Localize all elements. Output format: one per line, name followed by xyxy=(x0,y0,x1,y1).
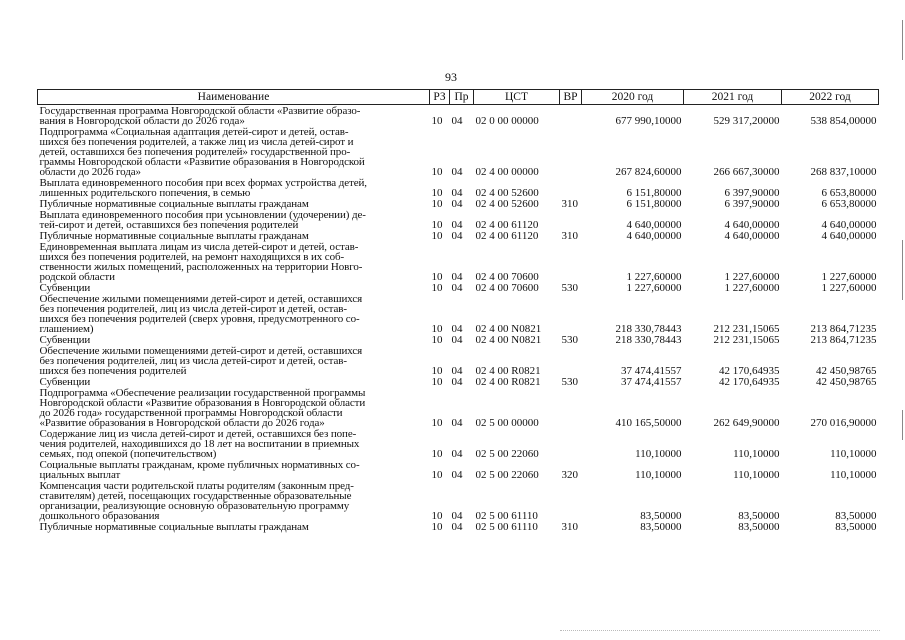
row-cst: 02 4 00 R0821 xyxy=(475,365,541,377)
row-name xyxy=(38,345,430,376)
row-name-line: шихся без попечения родителей (сверх уровня, предусмотренного со- xyxy=(39,313,360,325)
row-value-2021: 529 317,20000 xyxy=(713,115,780,127)
row-vr: 530 xyxy=(561,376,578,388)
row-name xyxy=(38,521,430,532)
row-value-2020: 37 474,41557 xyxy=(621,365,682,377)
row-pr: 04 xyxy=(451,166,463,178)
row-value-2022: 6 653,80000 xyxy=(821,198,877,210)
row-rz: 10 xyxy=(431,376,443,388)
row-value-2022: 268 837,10000 xyxy=(810,166,877,178)
row-value-2020: 1 227,60000 xyxy=(626,271,682,283)
row-vr xyxy=(560,387,582,428)
row-name-line: организации, реализующие основную образовательную программу xyxy=(39,500,350,512)
row-value-2020: 6 151,80000 xyxy=(626,198,682,210)
row-value-2020: 37 474,41557 xyxy=(621,376,682,388)
row-name-line: Единовременная выплата лицам из числа детей-сирот и детей, остав- xyxy=(39,241,359,253)
row-vr xyxy=(560,345,582,376)
row-name-line: до 2026 года» государственной программы Новгородской области xyxy=(39,407,343,419)
row-name xyxy=(38,177,430,198)
row-name-line: лишенных родительского попечения, в семью xyxy=(39,187,251,199)
header-rz: РЗ xyxy=(430,90,450,105)
row-name-line: ставителям) детей, посещающих государственные образовательные xyxy=(39,490,352,502)
row-rz: 10 xyxy=(431,365,443,377)
row-rz: 10 xyxy=(431,115,443,127)
row-value-2021: 4 640,00000 xyxy=(724,219,780,231)
row-value-2020: 677 990,10000 xyxy=(615,115,682,127)
row-value-2022: 213 864,71235 xyxy=(810,323,877,335)
row-name-line: Социальные выплаты гражданам, кроме публичных нормативных со- xyxy=(39,459,360,471)
row-name-line: Публичные нормативные социальные выплаты гражданам xyxy=(39,521,309,533)
row-cst: 02 5 00 61110 xyxy=(475,510,538,522)
row-rz: 10 xyxy=(431,166,443,178)
row-value-2022: 6 653,80000 xyxy=(821,187,877,199)
row-value-2020: 110,10000 xyxy=(635,469,682,481)
row-value-2022: 4 640,00000 xyxy=(821,219,877,231)
table-body xyxy=(38,105,879,533)
row-rz: 10 xyxy=(431,448,443,460)
row-value-2021: 4 640,00000 xyxy=(724,230,780,242)
row-pr: 04 xyxy=(451,230,463,242)
row-vr: 310 xyxy=(561,521,578,533)
row-name xyxy=(38,387,430,428)
row-value-2021: 110,10000 xyxy=(733,448,780,460)
row-value-2020: 218 330,78443 xyxy=(615,334,682,346)
row-value-2022: 42 450,98765 xyxy=(816,376,877,388)
row-vr xyxy=(560,428,582,459)
row-name xyxy=(38,480,430,521)
header-vr: ВР xyxy=(560,90,582,105)
row-value-2020: 4 640,00000 xyxy=(626,219,682,231)
row-name xyxy=(38,198,430,209)
row-cst: 02 4 00 52600 xyxy=(475,187,539,199)
row-name xyxy=(38,209,430,230)
row-name-line: шихся без попечения родителей xyxy=(39,365,187,377)
header-pr: Пр xyxy=(450,90,474,105)
row-vr xyxy=(560,177,582,198)
table-row xyxy=(38,282,879,293)
row-value-2022: 83,50000 xyxy=(835,510,877,522)
row-vr xyxy=(560,209,582,230)
row-pr: 04 xyxy=(451,115,463,127)
row-value-2020: 267 824,60000 xyxy=(615,166,682,178)
row-name xyxy=(38,334,430,345)
row-cst: 02 5 00 61110 xyxy=(475,521,538,533)
row-vr xyxy=(560,293,582,334)
table-row xyxy=(38,459,879,480)
row-name xyxy=(38,241,430,282)
row-cst: 02 4 00 00000 xyxy=(475,166,539,178)
row-pr: 04 xyxy=(451,417,463,429)
row-name-line: детей, оставшихся без попечения родителей» государственной про- xyxy=(39,146,351,158)
row-vr: 310 xyxy=(561,230,578,242)
row-name-line: Подпрограмма «Обеспечение реализации государственной программы xyxy=(39,387,366,399)
row-value-2021: 1 227,60000 xyxy=(724,271,780,283)
table-row xyxy=(38,230,879,241)
row-pr: 04 xyxy=(451,187,463,199)
row-name xyxy=(38,282,430,293)
row-value-2021: 6 397,90000 xyxy=(724,198,780,210)
row-vr xyxy=(560,241,582,282)
row-name-line: шихся без попечения родителей, на ремонт находящихся в их соб- xyxy=(39,251,345,263)
row-value-2022: 538 854,00000 xyxy=(810,115,877,127)
row-value-2022: 42 450,98765 xyxy=(816,365,877,377)
row-name-line: Содержание лиц из числа детей-сирот и детей, оставшихся без попе- xyxy=(39,428,357,440)
row-pr: 04 xyxy=(451,334,463,346)
row-name-line: Подпрограмма «Социальная адаптация детей-сирот и детей, остав- xyxy=(39,126,349,138)
row-rz: 10 xyxy=(431,417,443,429)
row-value-2021: 212 231,15065 xyxy=(713,323,780,335)
row-name-line: Субвенции xyxy=(39,334,91,346)
row-pr: 04 xyxy=(451,469,463,481)
row-name-line: глашением) xyxy=(39,323,94,335)
table-row xyxy=(38,105,879,127)
table-row xyxy=(38,428,879,459)
row-value-2021: 42 170,64935 xyxy=(719,365,780,377)
row-name xyxy=(38,126,430,177)
row-name-line: без попечения родителей, лиц из числа детей-сирот и детей, остав- xyxy=(39,303,347,315)
row-value-2020: 218 330,78443 xyxy=(615,323,682,335)
row-value-2022: 110,10000 xyxy=(830,448,877,460)
row-rz: 10 xyxy=(431,198,443,210)
row-vr: 310 xyxy=(561,198,578,210)
row-rz: 10 xyxy=(431,282,443,294)
table-row xyxy=(38,334,879,345)
row-value-2022: 4 640,00000 xyxy=(821,230,877,242)
row-rz: 10 xyxy=(431,187,443,199)
scan-edge-artifact xyxy=(899,0,905,640)
row-name-line: Новгородской области «Развитие образования в Новгородской области xyxy=(39,397,366,409)
row-name-line: родской области xyxy=(39,271,115,283)
row-vr xyxy=(560,126,582,177)
row-value-2020: 6 151,80000 xyxy=(626,187,682,199)
budget-table xyxy=(37,89,879,532)
table-row xyxy=(38,177,879,198)
row-value-2021: 262 649,90000 xyxy=(713,417,780,429)
row-pr: 04 xyxy=(451,448,463,460)
table-row xyxy=(38,241,879,282)
header-name: Наименование xyxy=(38,90,430,105)
row-name-line: семьях, под опекой (попечительством) xyxy=(39,448,217,460)
row-value-2021: 42 170,64935 xyxy=(719,376,780,388)
header-2020: 2020 год xyxy=(582,90,684,105)
row-value-2022: 110,10000 xyxy=(830,469,877,481)
row-pr: 04 xyxy=(451,376,463,388)
row-name-line: Компенсация части родительской платы родителям (законным пред- xyxy=(39,480,354,492)
row-name-line: без попечения родителей, лиц из числа детей-сирот и детей, остав- xyxy=(39,355,347,367)
row-value-2021: 83,50000 xyxy=(738,521,780,533)
table-row xyxy=(38,376,879,387)
row-name-line: тей-сирот и детей, оставшихся без попечения родителей xyxy=(39,219,299,231)
row-cst: 02 4 00 N0821 xyxy=(475,323,542,335)
row-rz: 10 xyxy=(431,271,443,283)
row-value-2021: 6 397,90000 xyxy=(724,187,780,199)
row-vr xyxy=(560,480,582,521)
row-value-2020: 83,50000 xyxy=(640,521,682,533)
row-cst: 02 4 00 52600 xyxy=(475,198,539,210)
row-pr: 04 xyxy=(451,198,463,210)
row-cst: 02 4 00 N0821 xyxy=(475,334,542,346)
row-name-line: циальных выплат xyxy=(39,469,121,481)
row-name-line: чения родителей, находившихся до 18 лет на воспитании в приемных xyxy=(39,438,360,450)
row-cst: 02 0 00 00000 xyxy=(475,115,539,127)
row-vr: 320 xyxy=(561,469,578,481)
row-value-2020: 83,50000 xyxy=(640,510,682,522)
row-name-line: вания в Новгородской области до 2026 года» xyxy=(39,115,245,127)
row-cst: 02 4 00 R0821 xyxy=(475,376,541,388)
row-name-line: Обеспечение жилыми помещениями детей-сирот и детей, оставшихся xyxy=(39,345,363,357)
header-2021: 2021 год xyxy=(684,90,782,105)
table-row xyxy=(38,126,879,177)
header-cst: ЦСТ xyxy=(474,90,560,105)
row-value-2020: 1 227,60000 xyxy=(626,282,682,294)
row-cst: 02 4 00 61120 xyxy=(475,219,539,231)
row-value-2020: 4 640,00000 xyxy=(626,230,682,242)
row-value-2021: 212 231,15065 xyxy=(713,334,780,346)
row-name-line: Выплата единовременного пособия при усыновлении (удочерении) де- xyxy=(39,209,366,221)
page-number: 93 xyxy=(445,70,457,84)
row-value-2021: 83,50000 xyxy=(738,510,780,522)
row-name-line: Субвенции xyxy=(39,376,91,388)
row-name xyxy=(38,293,430,334)
row-name xyxy=(38,428,430,459)
row-pr: 04 xyxy=(451,219,463,231)
row-name xyxy=(38,459,430,480)
row-value-2021: 1 227,60000 xyxy=(724,282,780,294)
row-cst: 02 4 00 70600 xyxy=(475,271,539,283)
row-value-2020: 110,10000 xyxy=(635,448,682,460)
row-name xyxy=(38,105,430,127)
row-rz: 10 xyxy=(431,521,443,533)
row-value-2022: 1 227,60000 xyxy=(821,271,877,283)
row-value-2022: 1 227,60000 xyxy=(821,282,877,294)
row-pr: 04 xyxy=(451,323,463,335)
row-value-2022: 270 016,90000 xyxy=(810,417,877,429)
row-rz: 10 xyxy=(431,230,443,242)
table-row xyxy=(38,198,879,209)
table-row xyxy=(38,209,879,230)
row-rz: 10 xyxy=(431,219,443,231)
scan-bottom-artifact xyxy=(560,630,880,635)
table-row xyxy=(38,293,879,334)
row-rz: 10 xyxy=(431,323,443,335)
row-name xyxy=(38,376,430,387)
row-vr: 530 xyxy=(561,282,578,294)
row-name-line: граммы Новгородской области «Развитие образования в Новгородской xyxy=(39,156,365,168)
row-value-2022: 83,50000 xyxy=(835,521,877,533)
row-rz: 10 xyxy=(431,510,443,522)
row-rz: 10 xyxy=(431,469,443,481)
row-pr: 04 xyxy=(451,521,463,533)
row-vr: 530 xyxy=(561,334,578,346)
table-row xyxy=(38,387,879,428)
row-pr: 04 xyxy=(451,365,463,377)
row-name-line: шихся без попечения родителей, а также лиц из числа детей-сирот и xyxy=(39,136,354,148)
row-cst: 02 4 00 61120 xyxy=(475,230,539,242)
row-name-line: Публичные нормативные социальные выплаты гражданам xyxy=(39,230,309,242)
row-name-line: Государственная программа Новгородской области «Развитие образо- xyxy=(39,105,361,117)
table-row xyxy=(38,480,879,521)
row-cst: 02 5 00 22060 xyxy=(475,448,539,460)
table-header-row xyxy=(38,90,879,105)
row-cst: 02 5 00 22060 xyxy=(475,469,539,481)
row-name-line: ственности жилых помещений, расположенных на территории Новго- xyxy=(39,261,363,273)
row-value-2021: 110,10000 xyxy=(733,469,780,481)
header-2022: 2022 год xyxy=(782,90,879,105)
row-vr xyxy=(560,105,582,127)
row-name-line: Обеспечение жилыми помещениями детей-сирот и детей, оставшихся xyxy=(39,293,363,305)
table-row xyxy=(38,345,879,376)
row-name-line: области до 2026 года» xyxy=(39,166,141,178)
row-value-2021: 266 667,30000 xyxy=(713,166,780,178)
row-pr: 04 xyxy=(451,282,463,294)
row-pr: 04 xyxy=(451,510,463,522)
row-name-line: Субвенции xyxy=(39,282,91,294)
table-row xyxy=(38,521,879,532)
row-value-2020: 410 165,50000 xyxy=(615,417,682,429)
row-name-line: Публичные нормативные социальные выплаты гражданам xyxy=(39,198,309,210)
row-cst: 02 5 00 00000 xyxy=(475,417,539,429)
row-name xyxy=(38,230,430,241)
row-name-line: дошкольного образования xyxy=(39,510,160,522)
row-pr: 04 xyxy=(451,271,463,283)
row-cst: 02 4 00 70600 xyxy=(475,282,539,294)
row-name-line: Выплата единовременного пособия при всех формах устройства детей, xyxy=(39,177,367,189)
row-name-line: «Развитие образования в Новгородской области до 2026 года» xyxy=(39,417,325,429)
row-rz: 10 xyxy=(431,334,443,346)
row-value-2022: 213 864,71235 xyxy=(810,334,877,346)
